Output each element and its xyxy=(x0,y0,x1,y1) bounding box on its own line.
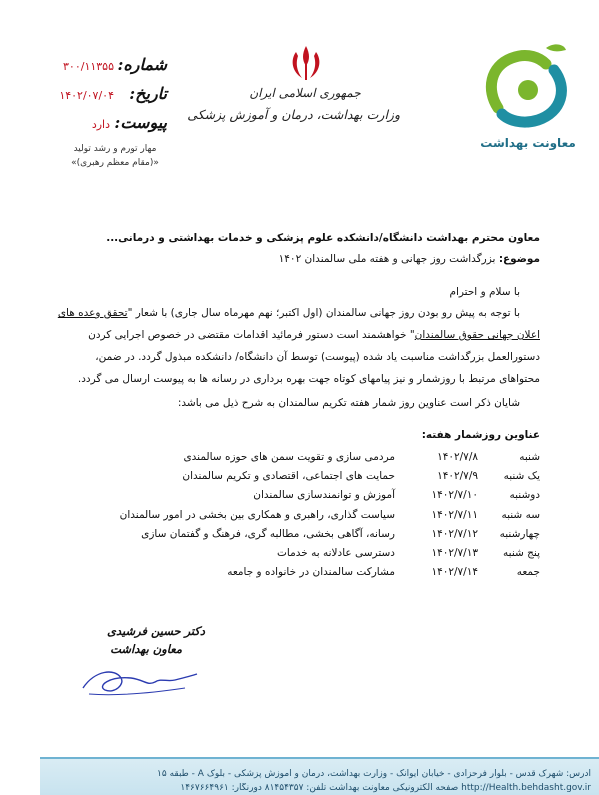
schedule-topic: سیاست گذاری، راهبری و همکاری بین بخشی در امور سالمندان xyxy=(119,508,395,521)
schedule-day: پنج شنبه xyxy=(503,547,540,559)
schedule-date: ۱۴۰۲/۷/۱۲ xyxy=(431,527,478,540)
schedule-day: دوشنبه xyxy=(509,489,540,502)
schedule-topic: دسترسی عادلانه به خدمات xyxy=(277,547,395,559)
number-value: ۳۰۰/۱۱۳۵۵ xyxy=(63,60,114,73)
schedule-topic: مردمی سازی و تقویت سمن های حوزه سالمندی xyxy=(183,451,395,463)
subject-line xyxy=(240,253,540,265)
logo-caption: معاونت بهداشت xyxy=(480,136,576,150)
iran-emblem-icon xyxy=(284,42,328,86)
slogan-source: «(مقام معظم رهبری)» xyxy=(71,158,159,168)
schedule-day: جمعه xyxy=(516,566,540,579)
government-name: جمهوری اسلامی ایران xyxy=(249,86,361,100)
date-value: ۱۴۰۲/۰۷/۰۴ xyxy=(59,89,114,102)
paragraph-line-2 xyxy=(70,329,540,341)
recipient-line: معاون محترم بهداشت دانشگاه/دانشکده علوم پزشکی و خدمات بهداشتی و درمانی... xyxy=(106,232,540,244)
schedule-date: ۱۴۰۲/۷/۱۱ xyxy=(431,508,478,521)
schedule-day: یک شنبه xyxy=(503,470,540,483)
handwritten-signature xyxy=(75,660,200,700)
paragraph-line-5: شایان ذکر است عناوین روز شمار هفته تکریم سالمندان به شرح ذیل می باشد: xyxy=(177,397,520,409)
schedule-date: ۱۴۰۲/۷/۱۰ xyxy=(431,489,478,502)
subject-text: بزرگداشت روز جهانی و هفته ملی سالمندان ۱۴۰۲ xyxy=(278,253,496,265)
footer-contact: http://Health.behdasht.gov.ir صفحه الکترونیکی معاونت بهداشت تلفن: ۸۱۴۵۴۳۵۷ دورنگار: ۱۴۶۷۶۶۴۹۶۱ xyxy=(180,783,591,793)
signatory-title: معاون بهداشت xyxy=(110,642,182,656)
number-label: شماره: xyxy=(117,55,167,74)
greeting: با سلام و احترام xyxy=(449,286,520,298)
health-deputy-logo xyxy=(476,38,580,150)
paragraph-line-4: محتواهای مرتبط با روزشمار و نیز پیامهای کوتاه جهت بهره برداری در رسانه ها به پیوست ارسال می گردد. xyxy=(77,373,540,385)
schedule-date: ۱۴۰۲/۷/۱۴ xyxy=(431,566,478,579)
attachment-value: دارد xyxy=(91,118,110,131)
schedule-date: ۱۴۰۲/۷/۹ xyxy=(437,470,478,483)
slogan-underlined: اعلان جهانی حقوق سالمندان xyxy=(414,329,540,341)
schedule-day: چهارشنبه xyxy=(499,527,540,540)
ministry-name: وزارت بهداشت، درمان و آموزش پزشکی xyxy=(187,107,400,122)
paragraph-text: با توجه به پیش رو بودن روز جهانی سالمندان (اول اکتبر؛ نهم مهرماه سال جاری) با شعار " xyxy=(127,307,520,319)
paragraph-line-3: دستورالعمل بزرگداشت مناسبت یاد شده (پیوست) توسط آن دانشگاه/ دانشکده مبذول گردد. در ضمن، xyxy=(95,351,540,363)
schedule-topic: مشارکت سالمندان در خانواده و جامعه xyxy=(227,566,395,579)
schedule-topic: رسانه، آگاهی بخشی، مطالبه گری، فرهنگ و گفتمان سازی xyxy=(141,527,395,540)
slogan-line: مهار تورم و رشد تولید xyxy=(73,144,157,154)
paragraph-text: " خواهشمند است دستور فرمائید اقدامات مقتضی در خصوص اجرایی کردن xyxy=(88,329,415,341)
subject-label: موضوع: xyxy=(498,253,540,265)
date-label: تاریخ: xyxy=(129,84,167,103)
schedule-day: سه شنبه xyxy=(501,508,540,521)
schedule-date: ۱۴۰۲/۷/۸ xyxy=(437,451,478,463)
slogan-underlined: تحقق وعده های xyxy=(57,307,128,319)
schedule-heading: عناوین روزشمار هفته: xyxy=(421,429,540,441)
schedule-day: شنبه xyxy=(519,451,540,463)
schedule-topic: آموزش و توانمندسازی سالمندان xyxy=(253,489,395,502)
footer-address: آدرس: شهرک قدس - بلوار فرحزادی - خیابان ایوانک - وزارت بهداشت، درمان و آموزش پزشکی - بلوک A - طبقه ۱۵ xyxy=(157,769,591,779)
schedule-date: ۱۴۰۲/۷/۱۳ xyxy=(431,547,478,559)
attachment-label: پیوست: xyxy=(114,113,167,132)
signatory-name: دکتر حسین فرشیدی xyxy=(107,624,205,638)
schedule-topic: حمایت های اجتماعی، اقتصادی و تکریم سالمندان xyxy=(182,470,395,483)
page-footer xyxy=(40,757,599,795)
logo-mark-icon xyxy=(476,38,580,130)
paragraph-line-1 xyxy=(57,307,520,319)
